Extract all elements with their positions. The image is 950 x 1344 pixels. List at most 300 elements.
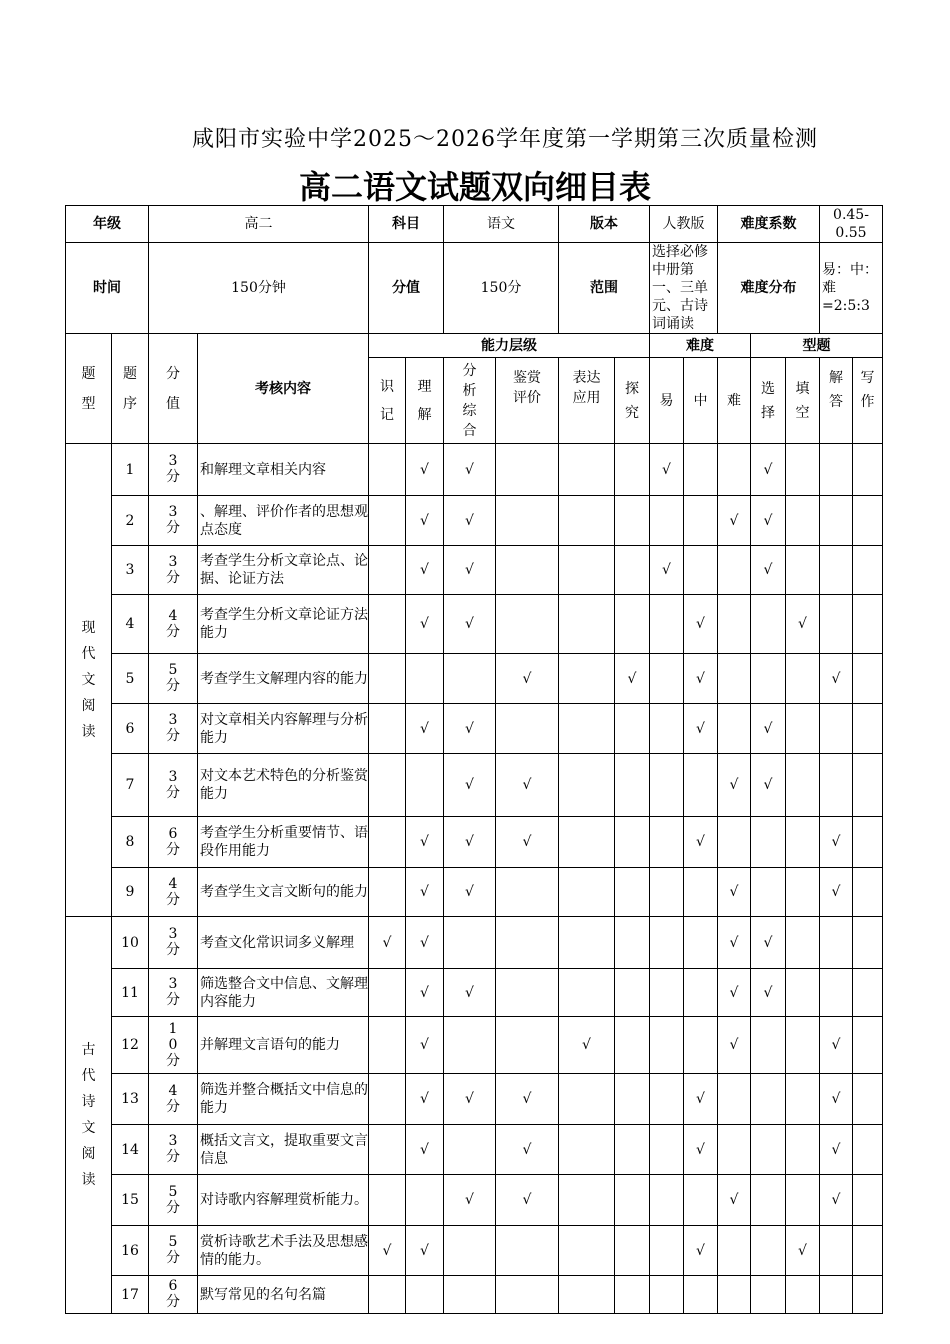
check-cell (684, 654, 718, 704)
check-cell (786, 654, 820, 704)
check-cell (751, 1226, 786, 1276)
check-cell (786, 546, 820, 595)
check-cell (444, 444, 496, 496)
question-points-text: 4分 (165, 875, 180, 908)
check-cell (718, 704, 751, 754)
check-cell (406, 1276, 444, 1314)
edition-value: 人教版 (650, 206, 718, 243)
check-cell (718, 817, 751, 868)
check-mark: √ (696, 670, 705, 687)
check-mark: √ (729, 934, 739, 951)
check-cell (615, 917, 650, 969)
question-points (149, 595, 198, 654)
check-cell (684, 444, 718, 496)
check-cell (369, 969, 406, 1017)
check-cell (853, 868, 883, 917)
check-mark: √ (729, 777, 739, 793)
check-cell (369, 917, 406, 969)
check-cell (718, 546, 751, 595)
check-cell (496, 654, 559, 704)
question-content: 考查学生文解理内容的能力 (198, 654, 369, 704)
check-cell (751, 1017, 786, 1074)
question-points-text: 5分 (165, 1183, 180, 1216)
check-cell (684, 1175, 718, 1226)
check-mark: √ (465, 616, 474, 632)
check-cell (559, 496, 615, 546)
question-points-text: 5分 (165, 1234, 180, 1266)
check-cell (786, 1074, 820, 1125)
header-points (149, 334, 198, 444)
check-cell (559, 868, 615, 917)
table-row (66, 1017, 883, 1074)
check-cell (684, 1276, 718, 1314)
check-cell (786, 917, 820, 969)
check-cell (650, 1074, 684, 1125)
check-cell (615, 654, 650, 704)
check-mark: √ (522, 777, 532, 793)
table-row (66, 868, 883, 917)
question-number: 9 (112, 868, 149, 917)
check-cell (786, 1226, 820, 1276)
check-cell (718, 754, 751, 817)
check-cell (615, 546, 650, 595)
table-row (66, 546, 883, 595)
check-cell (369, 817, 406, 868)
check-cell (853, 1175, 883, 1226)
check-cell (684, 817, 718, 868)
check-cell (820, 546, 853, 595)
check-cell (853, 444, 883, 496)
check-cell (751, 1074, 786, 1125)
question-content: 默写常见的名句名篇 (198, 1276, 369, 1314)
question-number: 17 (112, 1276, 149, 1314)
check-cell (369, 868, 406, 917)
check-mark: √ (627, 670, 637, 687)
check-mark: √ (465, 1091, 474, 1107)
check-mark: √ (831, 834, 841, 850)
check-cell (718, 1276, 751, 1314)
check-cell (496, 704, 559, 754)
table-row (66, 754, 883, 817)
check-cell (444, 546, 496, 595)
check-cell (369, 444, 406, 496)
ability-header (559, 358, 615, 444)
question-number: 12 (112, 1017, 149, 1074)
check-cell (684, 1125, 718, 1175)
check-cell (615, 969, 650, 1017)
question-points (149, 546, 198, 595)
check-cell (820, 917, 853, 969)
table-row (66, 1074, 883, 1125)
check-cell (718, 444, 751, 496)
check-cell (684, 595, 718, 654)
check-mark: √ (465, 834, 474, 850)
check-mark: √ (465, 1192, 474, 1208)
question-points (149, 1017, 198, 1074)
check-cell (406, 868, 444, 917)
question-number: 11 (112, 969, 149, 1017)
check-mark: √ (420, 720, 429, 737)
check-cell (444, 1226, 496, 1276)
coef-label: 难度系数 (718, 206, 820, 243)
check-cell (684, 1226, 718, 1276)
question-points (149, 1175, 198, 1226)
check-mark: √ (831, 1192, 841, 1208)
ability-header-text: 分析综合 (462, 362, 477, 439)
check-cell (444, 1175, 496, 1226)
check-cell (820, 1276, 853, 1314)
check-mark: √ (465, 777, 474, 793)
question-number: 16 (112, 1226, 149, 1276)
check-cell (853, 654, 883, 704)
table-row (66, 917, 883, 969)
ability-header (369, 358, 406, 444)
difficulty-header: 易 (650, 358, 684, 444)
table-row (66, 1276, 883, 1314)
check-cell (444, 917, 496, 969)
question-points-text: 3分 (165, 768, 180, 801)
question-points (149, 754, 198, 817)
header-num (112, 334, 149, 444)
check-cell (718, 1175, 751, 1226)
check-cell (615, 754, 650, 817)
check-cell (496, 1074, 559, 1125)
check-cell (496, 1017, 559, 1074)
check-cell (751, 917, 786, 969)
check-cell (684, 1074, 718, 1125)
table-row (66, 1226, 883, 1276)
check-cell (650, 868, 684, 917)
ability-header (496, 358, 559, 444)
check-cell (820, 1017, 853, 1074)
check-cell (820, 969, 853, 1017)
check-cell (406, 1125, 444, 1175)
spec-table (65, 205, 883, 1314)
check-mark: √ (465, 461, 474, 478)
table-row (66, 654, 883, 704)
question-number: 8 (112, 817, 149, 868)
header-points-text: 分值 (165, 365, 180, 412)
check-cell (559, 1074, 615, 1125)
check-cell (496, 754, 559, 817)
check-cell (615, 1226, 650, 1276)
check-cell (718, 917, 751, 969)
table-row (66, 595, 883, 654)
check-mark: √ (696, 834, 705, 850)
check-cell (406, 546, 444, 595)
question-rows (66, 444, 883, 1314)
time-value: 150分钟 (149, 243, 369, 334)
question-points-text: 3分 (165, 712, 180, 744)
check-cell (406, 1017, 444, 1074)
subject-value: 语文 (444, 206, 559, 243)
check-cell (444, 754, 496, 817)
check-mark: √ (763, 720, 773, 737)
check-cell (650, 1276, 684, 1314)
check-cell (853, 917, 883, 969)
check-cell (559, 1276, 615, 1314)
exam-subtitle: 咸阳市实验中学2025～2026学年度第一学期第三次质量检测 (192, 127, 818, 152)
header-content: 考核内容 (198, 334, 369, 444)
check-mark: √ (420, 512, 429, 529)
check-mark: √ (662, 562, 671, 578)
check-mark: √ (696, 1242, 705, 1259)
check-mark: √ (522, 834, 532, 850)
check-cell (444, 654, 496, 704)
question-points (149, 817, 198, 868)
check-mark: √ (763, 934, 773, 951)
check-cell (751, 595, 786, 654)
check-mark: √ (465, 884, 474, 900)
check-cell (444, 817, 496, 868)
check-cell (751, 754, 786, 817)
question-content: 筛选并整合概括文中信息的能力 (198, 1074, 369, 1125)
question-number: 5 (112, 654, 149, 704)
check-mark: √ (763, 461, 773, 478)
check-cell (786, 595, 820, 654)
check-cell (820, 868, 853, 917)
check-cell (444, 595, 496, 654)
check-mark: √ (420, 562, 429, 578)
question-points (149, 1226, 198, 1276)
check-cell (650, 546, 684, 595)
table-row (66, 704, 883, 754)
check-cell (444, 1017, 496, 1074)
check-cell (751, 654, 786, 704)
check-cell (369, 1276, 406, 1314)
check-cell (751, 1175, 786, 1226)
question-points (149, 1074, 198, 1125)
qtype-header (751, 358, 786, 444)
table-row (66, 496, 883, 546)
check-mark: √ (420, 1141, 429, 1158)
check-cell (369, 595, 406, 654)
check-cell (820, 1175, 853, 1226)
check-cell (615, 1017, 650, 1074)
check-cell (684, 754, 718, 817)
check-cell (406, 817, 444, 868)
table-row (66, 1175, 883, 1226)
header-num-text: 题序 (122, 365, 137, 412)
check-cell (820, 817, 853, 868)
check-cell (786, 1125, 820, 1175)
check-cell (650, 704, 684, 754)
question-content: 考查学生文言文断句的能力 (198, 868, 369, 917)
dist-value: 易：中：难=2:5:3 (820, 243, 883, 334)
question-points (149, 654, 198, 704)
check-mark: √ (465, 562, 474, 578)
question-number: 10 (112, 917, 149, 969)
qtype-header-text: 解答 (828, 370, 843, 410)
check-cell (820, 496, 853, 546)
check-cell (820, 754, 853, 817)
check-cell (786, 969, 820, 1017)
check-cell (559, 917, 615, 969)
check-cell (406, 969, 444, 1017)
qtype-header (853, 358, 883, 444)
check-mark: √ (420, 934, 429, 951)
question-number: 3 (112, 546, 149, 595)
check-cell (650, 1017, 684, 1074)
check-cell (496, 1175, 559, 1226)
check-mark: √ (831, 884, 841, 900)
check-cell (650, 496, 684, 546)
ability-header (444, 358, 496, 444)
check-mark: √ (522, 1141, 532, 1158)
check-cell (615, 444, 650, 496)
question-points-text: 3分 (165, 1133, 180, 1165)
check-cell (786, 1175, 820, 1226)
section-label-text: 古代诗文阅读 (81, 1042, 96, 1188)
qtype-header-text: 选择 (760, 380, 775, 421)
check-mark: √ (662, 461, 671, 478)
check-cell (718, 1074, 751, 1125)
edition-label: 版本 (559, 206, 650, 243)
check-mark: √ (420, 1091, 429, 1107)
table-row (66, 817, 883, 868)
grade-label: 年级 (66, 206, 149, 243)
check-cell (559, 817, 615, 868)
check-cell (406, 704, 444, 754)
check-mark: √ (522, 1091, 532, 1107)
check-cell (406, 754, 444, 817)
check-cell (559, 1226, 615, 1276)
qtype-header-text: 填空 (795, 380, 810, 421)
score-value: 150分 (444, 243, 559, 334)
check-cell (650, 917, 684, 969)
header-row-1 (66, 334, 883, 358)
check-cell (406, 444, 444, 496)
check-mark: √ (831, 1141, 841, 1158)
check-cell (369, 496, 406, 546)
check-cell (853, 704, 883, 754)
check-cell (718, 1226, 751, 1276)
question-points (149, 917, 198, 969)
check-cell (751, 1125, 786, 1175)
question-points-text: 3分 (165, 976, 180, 1008)
check-cell (615, 1175, 650, 1226)
check-mark: √ (831, 1037, 841, 1053)
check-cell (684, 496, 718, 546)
ability-header-text: 探究 (624, 380, 639, 421)
check-cell (751, 868, 786, 917)
check-mark: √ (729, 984, 739, 1001)
question-content: 、解理、评价作者的思想观点态度 (198, 496, 369, 546)
header-ability: 能力层级 (369, 334, 650, 358)
check-cell (496, 969, 559, 1017)
check-cell (406, 654, 444, 704)
header-type (66, 334, 112, 444)
question-points (149, 704, 198, 754)
check-cell (820, 1226, 853, 1276)
question-points (149, 868, 198, 917)
table-row (66, 444, 883, 496)
check-cell (496, 868, 559, 917)
check-cell (615, 1074, 650, 1125)
question-points-text: 6分 (165, 825, 180, 858)
grade-value-text: 高二 (244, 216, 273, 232)
check-cell (559, 969, 615, 1017)
info-row-1 (66, 206, 883, 243)
check-mark: √ (522, 1192, 532, 1208)
check-cell (751, 496, 786, 546)
check-cell (650, 817, 684, 868)
question-content: 考查学生分析文章论证方法能力 (198, 595, 369, 654)
section-label-text: 现代文阅读 (81, 620, 96, 740)
ability-header (406, 358, 444, 444)
check-cell (444, 868, 496, 917)
check-cell (369, 1175, 406, 1226)
check-cell (820, 654, 853, 704)
time-label: 时间 (66, 243, 149, 334)
section-label (66, 444, 112, 917)
check-mark: √ (420, 884, 429, 900)
question-content: 考查学生分析文章论点、论据、论证方法 (198, 546, 369, 595)
question-points-text: 3分 (165, 553, 180, 586)
check-mark: √ (465, 720, 474, 737)
check-cell (650, 1226, 684, 1276)
page-title: 高二语文试题双向细目表 (298, 168, 651, 206)
ability-header-text: 表达应用 (572, 370, 601, 406)
check-cell (369, 654, 406, 704)
question-content: 考查文化常识词多义解理 (198, 917, 369, 969)
check-cell (820, 1125, 853, 1175)
question-number: 15 (112, 1175, 149, 1226)
check-cell (559, 1175, 615, 1226)
check-cell (853, 1125, 883, 1175)
check-cell (496, 595, 559, 654)
check-cell (684, 969, 718, 1017)
check-mark: √ (582, 1037, 591, 1053)
question-points-text: 4分 (165, 607, 180, 640)
check-cell (786, 1276, 820, 1314)
header-qtype: 型题 (751, 334, 883, 358)
check-cell (751, 817, 786, 868)
question-content: 并解理文言语句的能力 (198, 1017, 369, 1074)
check-cell (444, 1125, 496, 1175)
difficulty-header: 难 (718, 358, 751, 444)
check-cell (684, 1017, 718, 1074)
check-cell (559, 1017, 615, 1074)
check-cell (444, 1276, 496, 1314)
check-cell (496, 1125, 559, 1175)
check-cell (444, 704, 496, 754)
check-cell (786, 704, 820, 754)
check-cell (559, 654, 615, 704)
check-cell (650, 754, 684, 817)
check-cell (820, 595, 853, 654)
check-cell (444, 969, 496, 1017)
check-cell (406, 496, 444, 546)
check-cell (751, 546, 786, 595)
check-cell (853, 817, 883, 868)
check-cell (369, 546, 406, 595)
header-type-text: 题型 (81, 365, 96, 412)
check-mark: √ (420, 461, 429, 478)
question-points (149, 969, 198, 1017)
check-mark: √ (729, 1192, 739, 1208)
check-cell (369, 754, 406, 817)
question-number: 4 (112, 595, 149, 654)
check-cell (559, 704, 615, 754)
check-cell (820, 444, 853, 496)
question-points-text: 5分 (165, 662, 180, 694)
check-mark: √ (420, 1037, 429, 1053)
check-cell (718, 595, 751, 654)
check-cell (444, 496, 496, 546)
check-mark: √ (763, 562, 773, 578)
check-mark: √ (729, 884, 739, 900)
